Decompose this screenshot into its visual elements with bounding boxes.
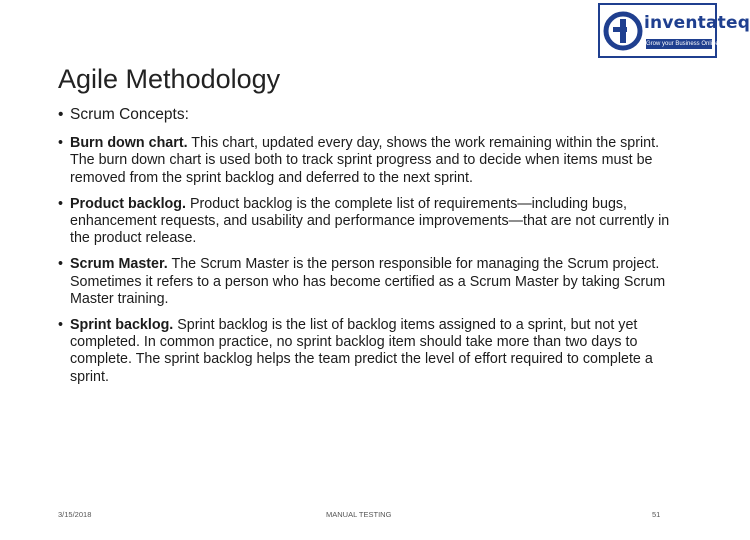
logo-tagline: Grow your Business Online — [646, 41, 719, 47]
bullet-text: Sprint backlog is the list of backlog items assigned to a sprint, but not yet completed. In common practice, no sprint backlog item should take more than two days to complete. The sprint backlog helps the team predict the level of effort required to complete a sprint. — [70, 317, 653, 385]
bullet-item — [58, 196, 670, 248]
bullet-text: This chart, updated every day, shows the work remaining within the sprint. The burn down chart is used both to track sprint progress and to decide when items must be removed from the sprint backlog and deferred to the next sprint. — [70, 135, 660, 186]
slide-title: Agile Methodology — [58, 64, 281, 94]
bullet-text: Product backlog is the complete list of requirements—including bugs, enhancement requests, and usability and performance improvements—that are not currently in the product release. — [70, 195, 670, 247]
page-number: 51 — [652, 510, 661, 519]
bullet-term: Product backlog. — [70, 195, 186, 212]
logo-mark-icon — [604, 9, 642, 53]
bullet-text: Scrum Concepts: — [70, 106, 189, 123]
bullet-term: Burn down chart. — [70, 135, 188, 152]
bullet-item — [58, 256, 670, 308]
footer-title: MANUAL TESTING — [326, 510, 392, 519]
footer-date: 3/15/2018 — [58, 510, 92, 519]
bullet-item — [58, 317, 670, 386]
bullet-term: Scrum Master. — [70, 256, 168, 273]
bullet-list — [58, 100, 670, 386]
bullet-text: The Scrum Master is the person responsible for managing the Scrum project. Sometimes it refers to a person who has become certified as a Scrum Master by taking Scrum Master training. — [70, 256, 666, 307]
company-logo — [598, 3, 750, 58]
bullet-item — [58, 135, 670, 187]
bullet-item — [58, 106, 670, 123]
logo-name: inventateq — [644, 13, 750, 33]
bullet-term: Sprint backlog. — [70, 317, 174, 334]
